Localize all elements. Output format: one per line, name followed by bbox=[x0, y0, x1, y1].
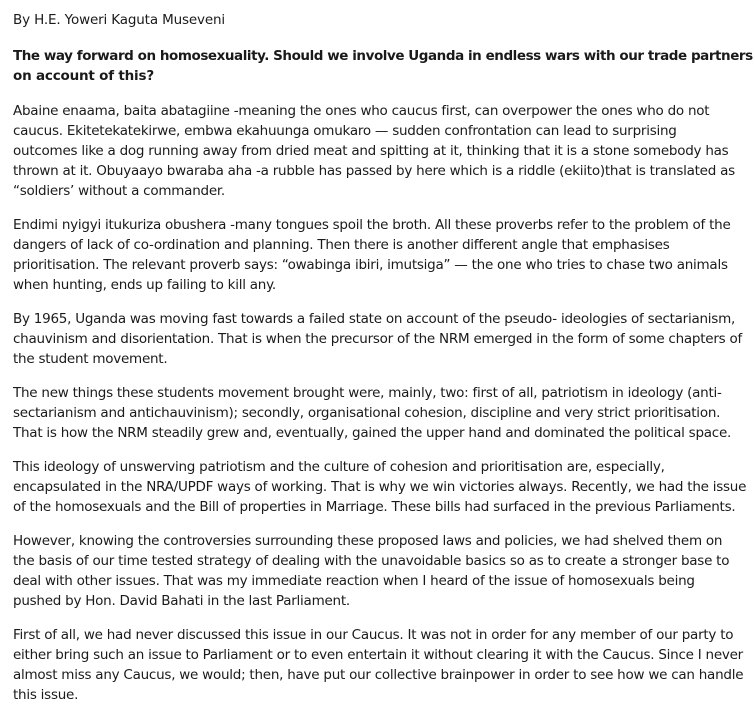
paragraph-4 bbox=[13, 383, 755, 443]
paragraph-line: sectarianism and antichauvinism); secondly, organisational cohesion, discipline and very strict prioritisation. bbox=[13, 405, 721, 421]
headline bbox=[13, 46, 755, 86]
paragraph-line: caucus. Ekitetekatekirwe, embwa ekahuunga omukaro — sudden confrontation can lead to surprising bbox=[13, 123, 677, 139]
paragraph-line: the basis of our time tested strategy of dealing with the unavoidable basics so as to create a stronger base to bbox=[13, 553, 730, 569]
paragraph-7 bbox=[13, 625, 755, 705]
paragraph-line: prioritisation. The relevant proverb says: “owabinga ibiri, imutsiga” — the one who tries to chase two animals bbox=[13, 257, 728, 273]
paragraph-1 bbox=[13, 101, 755, 201]
paragraph-line: pushed by Hon. David Bahati in the last Parliament. bbox=[13, 593, 350, 609]
paragraph-line: This ideology of unswerving patriotism and the culture of cohesion and prioritisation are, especially, bbox=[13, 459, 665, 475]
paragraph-line: That is how the NRM steadily grew and, eventually, gained the upper hand and dominated the political space. bbox=[13, 425, 732, 441]
paragraph-line: almost miss any Caucus, we would; then, have put our collective brainpower in order to see how we can handle bbox=[13, 667, 744, 683]
headline-line: on account of this? bbox=[13, 68, 154, 84]
paragraph-line: the student movement. bbox=[13, 351, 168, 367]
paragraph-line: when hunting, ends up failing to kill any. bbox=[13, 277, 276, 293]
headline-line: The way forward on homosexuality. Should we involve Uganda in endless wars with our trade partners bbox=[13, 48, 753, 64]
paragraph-line: First of all, we had never discussed this issue in our Caucus. It was not in order for any member of our party to bbox=[13, 627, 734, 643]
paragraph-line: Abaine enaama, baita abatagiine -meaning the ones who caucus first, can overpower the ones who do not bbox=[13, 103, 710, 119]
paragraph-line: The new things these students movement brought were, mainly, two: first of all, patriotism in ideology (anti- bbox=[13, 385, 722, 401]
paragraph-line: outcomes like a dog running away from dried meat and spitting at it, thinking that it is a stone somebody has bbox=[13, 143, 729, 159]
paragraph-line: By 1965, Uganda was moving fast towards a failed state on account of the pseudo- ideologies of sectarianism, bbox=[13, 311, 736, 327]
paragraph-line: this issue. bbox=[13, 687, 79, 703]
paragraph-5 bbox=[13, 457, 755, 517]
byline: By H.E. Yoweri Kaguta Museveni bbox=[13, 12, 226, 28]
paragraph-line: chauvinism and disorientation. That is when the precursor of the NRM emerged in the form of some chapters of bbox=[13, 331, 742, 347]
paragraph-6 bbox=[13, 531, 755, 611]
paragraph-3 bbox=[13, 309, 755, 369]
paragraph-2 bbox=[13, 215, 755, 295]
paragraph-line: of the homosexuals and the Bill of properties in Marriage. These bills had surfaced in the previous Parliaments. bbox=[13, 499, 736, 515]
paragraph-line: thrown at it. Obuyaayo bwaraba aha -a rubble has passed by here which is a riddle (ekiito)that is translated as bbox=[13, 163, 735, 179]
paragraph-line: encapsulated in the NRA/UPDF ways of working. That is why we win victories always. Recently, we had the issue bbox=[13, 479, 747, 495]
paragraph-line: either bring such an issue to Parliament or to even entertain it without clearing it with the Caucus. Since I never bbox=[13, 647, 743, 663]
paragraph-line: Endimi nyigyi itukuriza obushera -many tongues spoil the broth. All these proverbs refer to the problem of the bbox=[13, 217, 731, 233]
paragraph-line: However, knowing the controversies surrounding these proposed laws and policies, we had shelved them on bbox=[13, 533, 723, 549]
paragraph-line: deal with other issues. That was my immediate reaction when I heard of the issue of homosexuals being bbox=[13, 573, 695, 589]
paragraph-line: “soldiers’ without a commander. bbox=[13, 183, 225, 199]
paragraph-line: dangers of lack of co-ordination and planning. Then there is another different angle that emphasises bbox=[13, 237, 670, 253]
